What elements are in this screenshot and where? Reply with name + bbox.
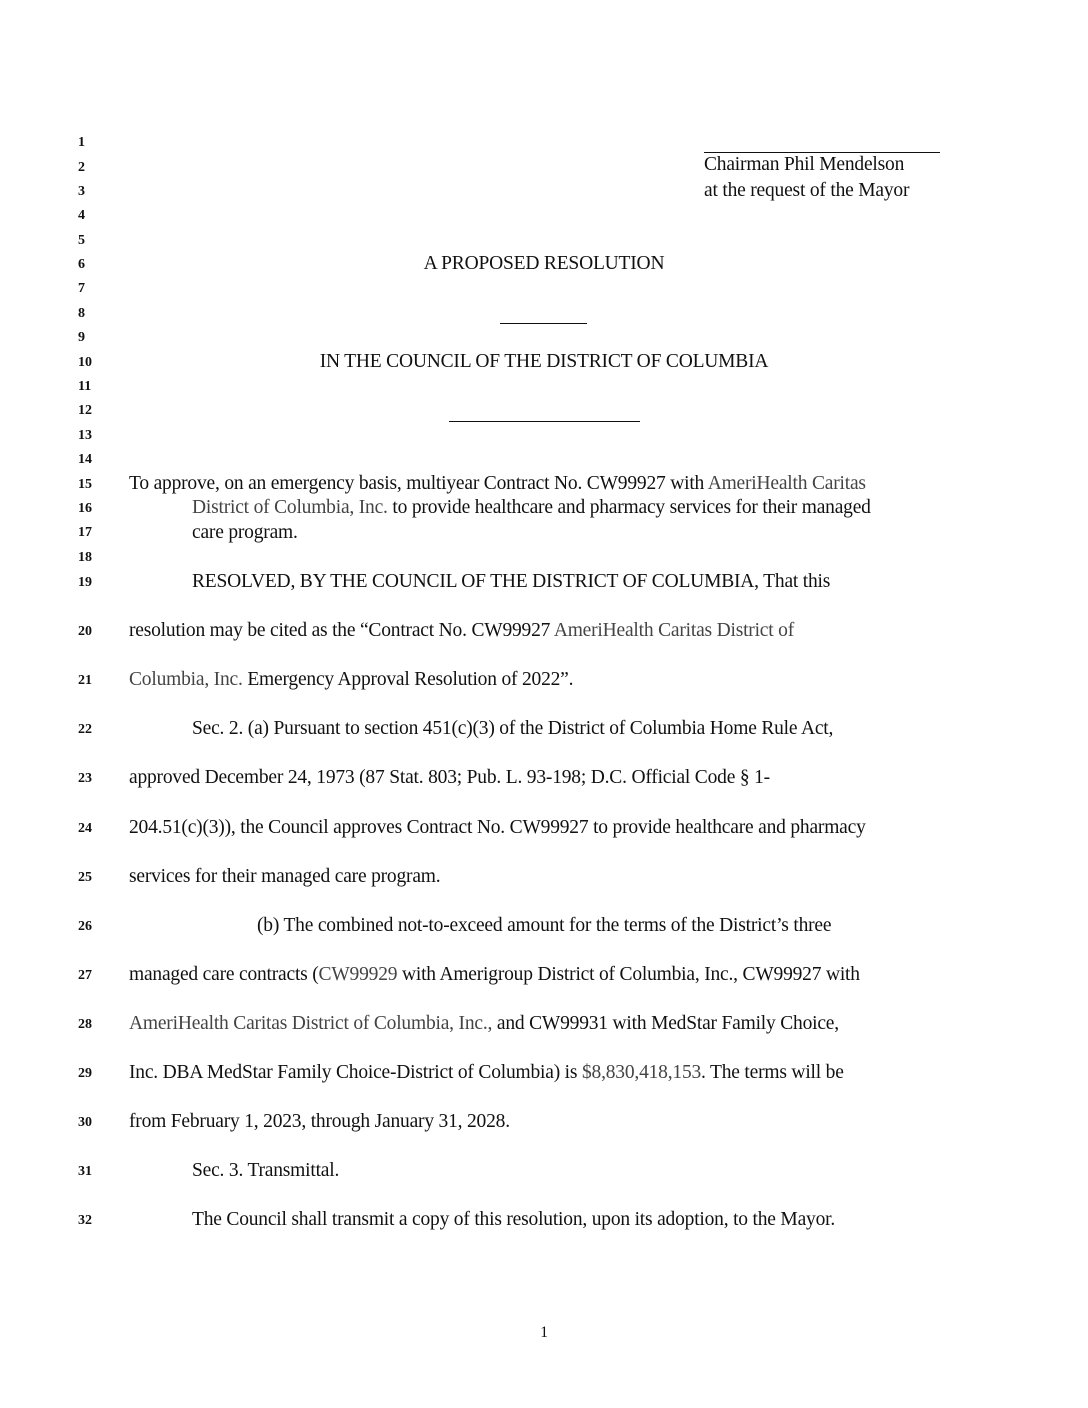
line-number: 20 xyxy=(78,624,92,639)
line-number: 26 xyxy=(78,919,92,934)
body-text: Emergency Approval Resolution of 2022”. xyxy=(242,669,574,690)
line-number: 30 xyxy=(78,1115,92,1130)
body-line: The Council shall transmit a copy of this resolution, upon its adoption, to the Mayor. xyxy=(192,1209,836,1230)
resolved-clause: RESOLVED, BY THE COUNCIL OF THE DISTRICT OF COLUMBIA, That this xyxy=(192,571,831,592)
body-line: 204.51(c)(3)), the Council approves Contract No. CW99927 to provide healthcare and pharmacy xyxy=(129,817,866,838)
line-number: 25 xyxy=(78,870,92,885)
contractor-name: AmeriHealth Caritas xyxy=(707,473,866,494)
body-text: and CW99931 with MedStar Family Choice, xyxy=(492,1013,839,1034)
line-number: 24 xyxy=(78,821,92,836)
line-number: 28 xyxy=(78,1017,92,1032)
request-line: at the request of the Mayor xyxy=(704,180,910,201)
line-number: 17 xyxy=(78,525,92,540)
line-number: 3 xyxy=(78,184,85,199)
body-line xyxy=(129,1063,844,1083)
body-text: . The terms will be xyxy=(701,1062,844,1083)
caption-line-1 xyxy=(129,474,866,494)
line-number: 15 xyxy=(78,477,92,492)
line-number: 1 xyxy=(78,135,85,150)
contractor-name: District of Columbia, Inc. xyxy=(192,497,388,518)
line-number: 6 xyxy=(78,257,85,272)
body-text: Inc. DBA MedStar Family Choice-District of Columbia) is xyxy=(129,1062,582,1083)
introducer: Chairman Phil Mendelson xyxy=(704,154,905,175)
council-heading: IN THE COUNCIL OF THE DISTRICT OF COLUMBIA xyxy=(319,351,769,372)
line-number: 16 xyxy=(78,501,92,516)
contractor-name: Columbia, Inc. xyxy=(129,669,243,690)
line-number: 9 xyxy=(78,330,85,345)
line-number: 2 xyxy=(78,160,85,175)
divider xyxy=(500,323,587,324)
body-line: approved December 24, 1973 (87 Stat. 803; Pub. L. 93-198; D.C. Official Code § 1- xyxy=(129,767,770,788)
body-line xyxy=(129,965,860,985)
contractor-name: AmeriHealth Caritas District of Columbia, Inc., xyxy=(129,1013,493,1034)
section-3-heading: Sec. 3. Transmittal. xyxy=(192,1160,340,1181)
line-number: 18 xyxy=(78,550,92,565)
page-number: 1 xyxy=(540,1324,548,1341)
body-text: with Amerigroup District of Columbia, Inc., CW99927 with xyxy=(397,964,860,985)
line-number: 13 xyxy=(78,428,92,443)
line-number: 19 xyxy=(78,575,92,590)
line-number: 23 xyxy=(78,771,92,786)
caption-line-2 xyxy=(192,498,871,518)
signature-rule xyxy=(704,152,940,153)
line-number: 31 xyxy=(78,1164,92,1179)
contractor-name: AmeriHealth Caritas District of xyxy=(553,620,795,641)
line-number: 12 xyxy=(78,403,92,418)
caption-line-3: care program. xyxy=(192,522,298,543)
line-number: 10 xyxy=(78,355,92,370)
body-text: managed care contracts ( xyxy=(129,964,319,985)
line-number: 14 xyxy=(78,452,92,467)
body-line: services for their managed care program. xyxy=(129,866,441,887)
line-number: 11 xyxy=(78,379,92,394)
section-2-heading: Sec. 2. (a) Pursuant to section 451(c)(3) of the District of Columbia Home Rule Act, xyxy=(192,718,834,739)
divider xyxy=(449,421,640,422)
contract-number: CW99929 xyxy=(318,964,398,985)
line-number: 5 xyxy=(78,233,85,248)
contract-amount: $8,830,418,153 xyxy=(581,1062,702,1083)
subsection-b: (b) The combined not-to-exceed amount for the terms of the District’s three xyxy=(257,915,832,936)
body-text: resolution may be cited as the “Contract No. CW99927 xyxy=(129,620,554,641)
line-number: 27 xyxy=(78,968,92,983)
line-number: 22 xyxy=(78,722,92,737)
body-line xyxy=(129,1014,839,1034)
line-number: 21 xyxy=(78,673,92,688)
line-number: 7 xyxy=(78,281,85,296)
line-number: 29 xyxy=(78,1066,92,1081)
caption-text: To approve, on an emergency basis, multiyear Contract No. CW99927 with xyxy=(129,473,708,494)
caption-text: to provide healthcare and pharmacy services for their managed xyxy=(387,497,871,518)
page-title: A PROPOSED RESOLUTION xyxy=(423,253,665,274)
body-line xyxy=(129,621,794,641)
line-number: 8 xyxy=(78,306,85,321)
body-line xyxy=(129,670,573,690)
body-line: from February 1, 2023, through January 31, 2028. xyxy=(129,1111,510,1132)
line-number: 32 xyxy=(78,1213,92,1228)
line-number: 4 xyxy=(78,208,85,223)
